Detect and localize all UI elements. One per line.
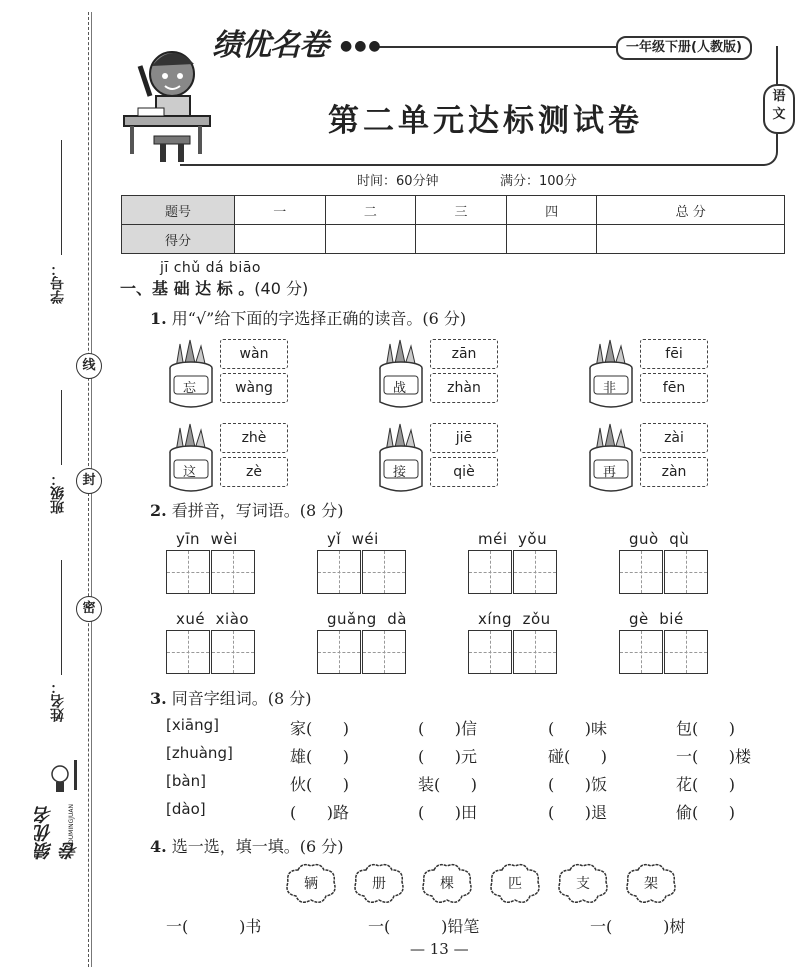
q2-pinyin: méi yǒu	[478, 530, 548, 548]
class-label: 班级：	[50, 472, 66, 514]
q1-number: 1.	[150, 309, 167, 328]
score-input-cell[interactable]	[597, 225, 785, 254]
writing-grid-box[interactable]	[362, 630, 406, 674]
subject-badge	[763, 84, 795, 134]
q2-pinyin: gè bié	[629, 610, 684, 628]
q1-option[interactable]: fēn	[640, 373, 708, 403]
section1-title	[120, 276, 308, 299]
seal-seal-mark: 封	[76, 468, 102, 494]
q1-option[interactable]: zhè	[220, 423, 288, 453]
word-flower	[624, 862, 678, 904]
writing-grid-box[interactable]	[468, 550, 512, 594]
pencil-jar-icon	[378, 422, 424, 494]
q2-number: 2.	[150, 501, 167, 520]
writing-grid-box[interactable]	[317, 630, 361, 674]
q2-text: 看拼音，写词语。(8 分)	[171, 501, 344, 520]
q1-option[interactable]: wàn	[220, 339, 288, 369]
q1-option[interactable]: zàn	[640, 457, 708, 487]
q2-pinyin: guǎng dà	[327, 610, 407, 628]
q3-blank[interactable]: 装( )	[418, 775, 478, 794]
writing-grid-box[interactable]	[513, 630, 557, 674]
q1-option[interactable]: zài	[640, 423, 708, 453]
q1-option[interactable]: fēi	[640, 339, 708, 369]
q3-blank[interactable]: ( )元	[418, 747, 478, 766]
word-flower-text: 棵	[440, 876, 454, 892]
q1-char: 这	[183, 465, 197, 480]
q1-char: 非	[603, 381, 617, 396]
q2-pinyin: yǐ wéi	[327, 530, 379, 548]
pencil-jar-icon	[378, 338, 424, 410]
score-info: 满分：100分	[500, 174, 577, 189]
score-table-header-row	[122, 196, 785, 225]
writing-grid-box[interactable]	[166, 630, 210, 674]
brand-dots: ●●●	[340, 38, 383, 54]
q3-blank[interactable]: ( )饭	[548, 775, 608, 794]
score-input-cell[interactable]	[506, 225, 597, 254]
word-flower-text: 架	[644, 876, 658, 892]
score-table-cell: 四	[506, 196, 597, 225]
q4-blank[interactable]: 一( )铅笔	[368, 917, 480, 936]
pencil-jar-icon	[168, 338, 214, 410]
student-id-field[interactable]	[61, 140, 62, 255]
student-cartoon-icon	[120, 36, 220, 166]
q3-pinyin: [bàn]	[166, 772, 206, 790]
time-info: 时间：60分钟	[357, 174, 439, 189]
q1-option[interactable]: qiè	[430, 457, 498, 487]
writing-grid-box[interactable]	[317, 550, 361, 594]
q2-prompt	[150, 498, 344, 521]
pencil-jar-icon	[588, 338, 634, 410]
pencil-jar-icon	[588, 422, 634, 494]
score-input-cell[interactable]	[325, 225, 416, 254]
word-flower-text: 匹	[508, 876, 522, 892]
writing-grid-box[interactable]	[211, 550, 255, 594]
side-logo-pinyin: JIYOUMINGJUAN	[68, 804, 75, 851]
word-flower	[420, 862, 474, 904]
q3-text: 同音字组词。(8 分)	[171, 689, 312, 708]
page-title: 第二单元达标测试卷	[328, 103, 643, 139]
writing-grid-box[interactable]	[166, 550, 210, 594]
page-number: — 13 —	[410, 940, 469, 958]
writing-grid-box[interactable]	[211, 630, 255, 674]
q3-blank[interactable]: 雄( )	[290, 747, 350, 766]
brand-logo: 绩优名卷	[212, 28, 328, 63]
score-table-cell: 二	[325, 196, 416, 225]
seal-secret-mark: 密	[76, 596, 102, 622]
side-logo	[30, 760, 90, 860]
q3-blank[interactable]: ( )信	[418, 719, 478, 738]
q3-pinyin: [xiāng]	[166, 716, 219, 734]
q4-number: 4.	[150, 837, 167, 856]
word-flower	[284, 862, 338, 904]
q1-char: 再	[603, 465, 617, 480]
q3-blank[interactable]: ( )味	[548, 719, 608, 738]
grade-tag: 一年级下册(人教版)	[616, 36, 752, 60]
side-logo-text: 绩优名卷	[34, 806, 81, 860]
score-input-cell[interactable]	[416, 225, 507, 254]
pencil-jar-icon	[168, 422, 214, 494]
word-flower	[556, 862, 610, 904]
writing-grid-box[interactable]	[664, 550, 708, 594]
q2-pinyin: yīn wèi	[176, 530, 238, 548]
class-field[interactable]	[61, 390, 62, 465]
q3-blank[interactable]: 伙( )	[290, 775, 350, 794]
q1-option[interactable]: zhàn	[430, 373, 498, 403]
writing-grid-box[interactable]	[513, 550, 557, 594]
score-table-cell: 题号	[122, 196, 235, 225]
q3-blank[interactable]: ( )田	[418, 803, 478, 822]
writing-grid-box[interactable]	[619, 550, 663, 594]
q2-pinyin: xué xiào	[176, 610, 250, 628]
q3-prompt	[150, 686, 312, 709]
section1-pinyin: jī chǔ dá biāo	[160, 260, 261, 276]
score-input-cell[interactable]	[235, 225, 326, 254]
q3-blank[interactable]: 包( )	[676, 719, 736, 738]
q3-blank[interactable]: ( )路	[290, 803, 350, 822]
word-flower	[352, 862, 406, 904]
writing-grid-box[interactable]	[619, 630, 663, 674]
score-table	[121, 195, 785, 254]
word-flower-text: 册	[372, 876, 386, 892]
q1-char: 战	[393, 381, 407, 396]
q2-pinyin: guò qù	[629, 530, 690, 548]
header-top-rule	[370, 46, 620, 48]
q3-blank[interactable]: 一( )楼	[676, 747, 752, 766]
name-field[interactable]	[61, 560, 62, 675]
q3-number: 3.	[150, 689, 167, 708]
q1-text: 用“√”给下面的字选择正确的读音。(6 分)	[171, 309, 467, 328]
q1-option[interactable]: zè	[220, 457, 288, 487]
q1-char: 接	[393, 465, 407, 480]
q3-pinyin: [zhuàng]	[166, 744, 233, 762]
word-flower-text: 辆	[304, 876, 318, 892]
q4-text: 选一选，填一填。(6 分)	[171, 837, 344, 856]
q1-option[interactable]: zān	[430, 339, 498, 369]
q1-prompt	[150, 306, 466, 329]
score-table-score-row	[122, 225, 785, 254]
writing-grid-box[interactable]	[664, 630, 708, 674]
section1-title-text: 一、基 础 达 标 。	[120, 279, 255, 298]
score-table-cell: 总 分	[597, 196, 785, 225]
score-row-label: 得分	[122, 225, 235, 254]
writing-grid-box[interactable]	[362, 550, 406, 594]
q1-option[interactable]: jiē	[430, 423, 498, 453]
q3-pinyin: [dào]	[166, 800, 206, 818]
q3-blank[interactable]: 家( )	[290, 719, 350, 738]
word-flower-text: 支	[576, 876, 590, 892]
word-flower	[488, 862, 542, 904]
q1-option[interactable]: wàng	[220, 373, 288, 403]
score-table-cell: 一	[235, 196, 326, 225]
q3-blank[interactable]: 花( )	[676, 775, 736, 794]
q3-blank[interactable]: ( )退	[548, 803, 608, 822]
student-id-label: 学号：	[50, 262, 66, 304]
section1-points: (40 分)	[254, 279, 309, 298]
subject-text: 语文	[772, 89, 786, 122]
q1-char: 忘	[183, 381, 197, 396]
score-table-cell: 三	[416, 196, 507, 225]
q4-blank[interactable]: 一( )书	[166, 917, 262, 936]
q2-pinyin: xíng zǒu	[478, 610, 551, 628]
q3-blank[interactable]: 碰( )	[548, 747, 608, 766]
q3-blank[interactable]: 偷( )	[676, 803, 736, 822]
writing-grid-box[interactable]	[468, 630, 512, 674]
seal-line-mark: 线	[76, 353, 102, 379]
q4-prompt	[150, 834, 344, 857]
q4-blank[interactable]: 一( )树	[590, 917, 686, 936]
name-label: 姓名：	[50, 680, 66, 722]
